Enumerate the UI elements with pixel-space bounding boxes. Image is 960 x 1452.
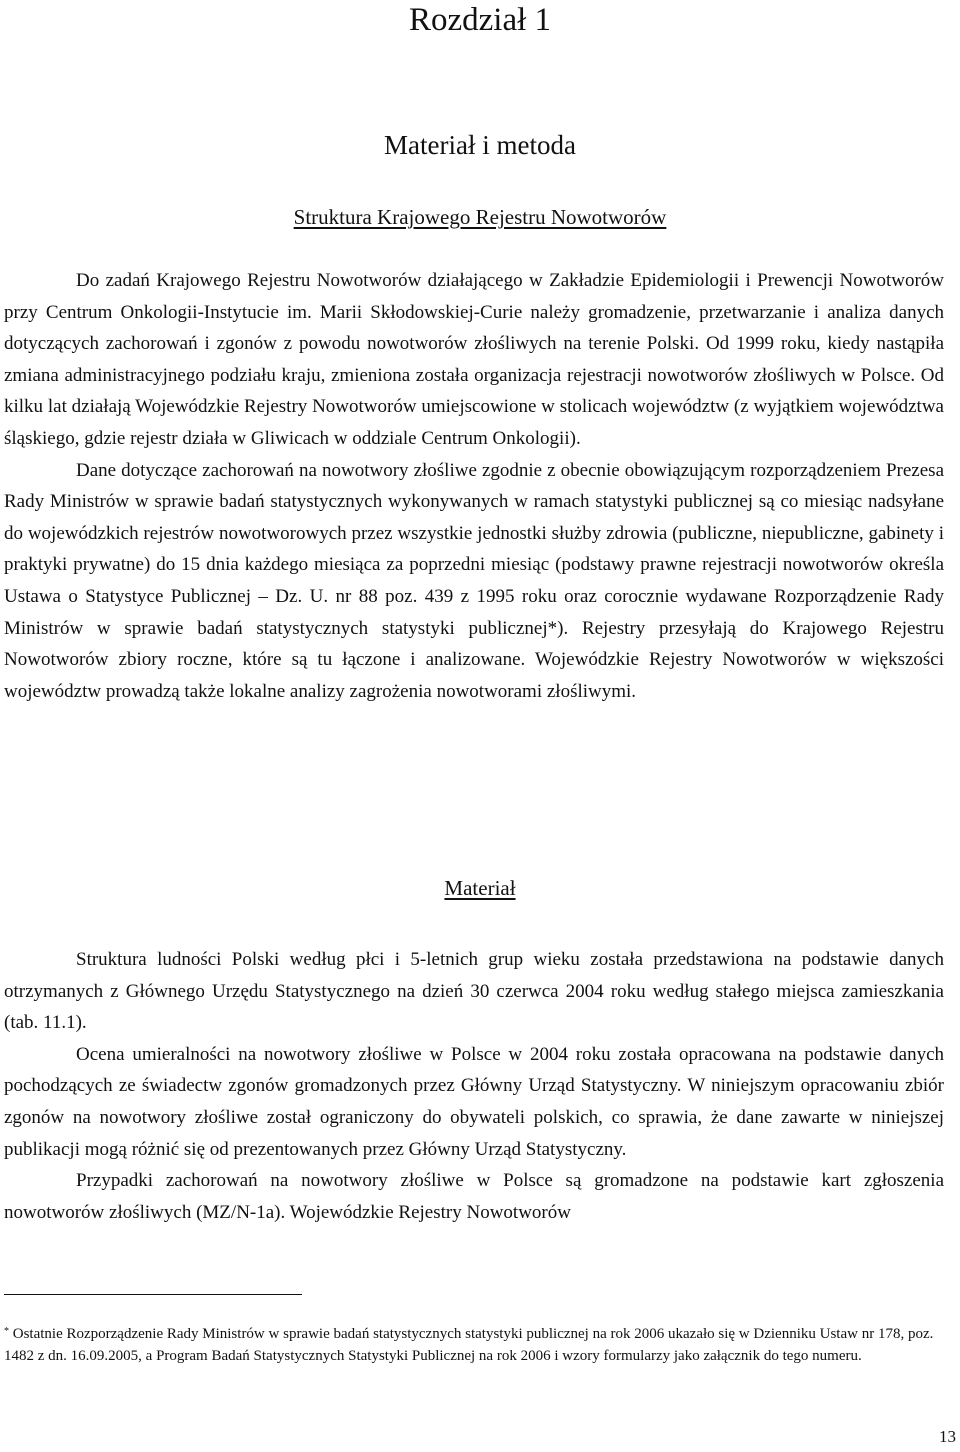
heading-material: Materiał [444,876,516,900]
chapter-title: Rozdział 1 [408,2,552,38]
paragraph: Ocena umieralności na nowotwory złośliwe w Polsce w 2004 roku została opracowana na podstawie danych pochodzących ze świadectw zgonów gromadzonych przez Główny Urząd Statystyczny. W niniejszym opracowaniu zbiór zgonów na nowotwory złośliwe został ograniczony do obywateli polskich, co sprawia, że dane zawarte w niniejszej publikacji mogą różnić się od prezentowanych przez Główny Urząd Statystyczny. [4,1043,944,1160]
heading-registry-structure: Struktura Krajowego Rejestru Nowotworów [293,205,667,229]
paragraph: Przypadki zachorowań na nowotwory złośliwe w Polsce są gromadzone na podstawie kart zgłoszenia nowotworów złośliwych (MZ/N-1a). Wojewódzkie Rejestry Nowotworów [4,1170,944,1223]
registry-structure-body [4,265,944,707]
footnote-separator [4,1294,302,1295]
footnote-text: Ostatnie Rozporządzenie Rady Ministrów w sprawie badań statystycznych statystyki publicznej na rok 2006 ukazało się w Dzienniku Ustaw nr 178, poz. 1482 z dn. 16.09.2005, a Program Badań Statystycznych Statystyki Publicznej na rok 2006 i wzory formularzy jako załącznik do tego numeru. [4,1326,934,1364]
footnote [4,1323,944,1367]
paragraph: Dane dotyczące zachorowań na nowotwory złośliwe zgodnie z obecnie obowiązującym rozporządzeniem Prezesa Rady Ministrów w sprawie badań statystycznych wykonywanych w ramach statystyki publicznej są co miesiąc nadsyłane do wojewódzkich rejestrów nowotworowych przez wszystkie jednostki służby zdrowia (publiczne, niepubliczne, gabinety i praktyki prywatne) do 15 dnia każdego miesiąca za poprzedni miesiąc (podstawy prawne rejestracji nowotworów określa Ustawa o Statystyce Publicznej – Dz. U. nr 88 poz. 439 z 1995 roku oraz corocznie wydawane Rozporządzenie Rady Ministrów w sprawie badań statystycznych statystyki publicznej*). Rejestry przesyłają do Krajowego Rejestru Nowotworów zbiory roczne, które są tu łączone i analizowane. Wojewódzkie Rejestry Nowotworów w większości województw prowadzą także lokalne analizy zagrożenia nowotworami złośliwymi. [4,459,944,702]
material-body [4,944,944,1228]
paragraph: Do zadań Krajowego Rejestru Nowotworów działającego w Zakładzie Epidemiologii i Prewencji Nowotworów przy Centrum Onkologii-Instytucie im. Marii Skłodowskiej-Curie należy gromadzenie, przetwarzanie i analiza danych dotyczących zachorowań i zgonów z powodu nowotworów złośliwych na terenie Polski. Od 1999 roku, kiedy nastąpiła zmiana administracyjnego podziału kraju, zmieniona została organizacja rejestracji nowotworów złośliwych w Polsce. Od kilku lat działają Wojewódzkie Rejestry Nowotworów umiejscowione w stolicach województw (z wyjątkiem województwa śląskiego, gdzie rejestr działa w Gliwicach w oddziale Centrum Onkologii). [4,270,944,449]
footnote-marker: * [4,1326,9,1337]
paragraph: Struktura ludności Polski według płci i 5-letnich grup wieku została przedstawiona na podstawie danych otrzymanych z Głównego Urzędu Statystycznego na dzień 30 czerwca 2004 roku według stałego miejsca zamieszkania (tab. 11.1). [4,949,944,1034]
page-number: 13 [939,1427,956,1446]
section-title-method: Materiał i metoda [384,130,576,160]
